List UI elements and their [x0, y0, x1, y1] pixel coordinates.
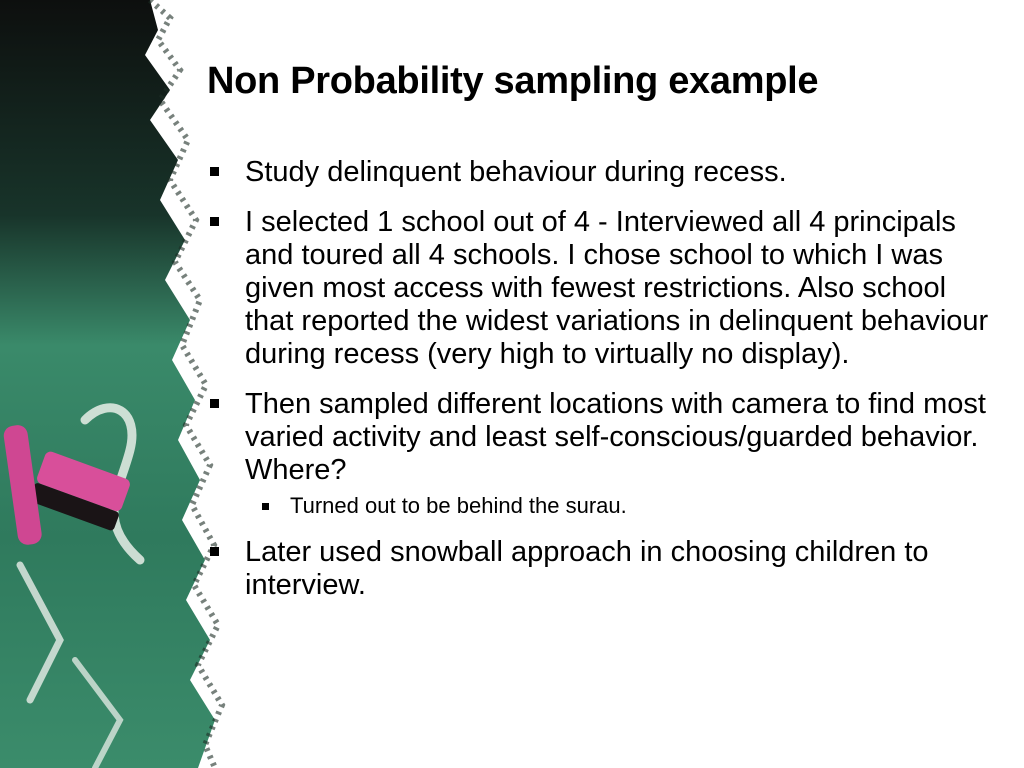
sub-bullet-item: [245, 493, 997, 519]
slide-title: Non Probability sampling example: [207, 60, 819, 102]
square-bullet-icon: [210, 399, 219, 408]
bullet-item: [207, 536, 997, 602]
square-bullet-icon: [210, 167, 219, 176]
chalkboard-edge: [0, 0, 215, 768]
sub-bullet-list: [245, 493, 997, 519]
bullet-item: [207, 388, 997, 519]
bullet-list: [207, 156, 997, 619]
bullet-text: Then sampled different locations with camera to find most varied activity and least self-conscious/guarded behavior. Where?: [245, 388, 986, 486]
sub-bullet-text: Turned out to be behind the surau.: [290, 493, 627, 518]
bullet-text: Later used snowball approach in choosing children to interview.: [245, 536, 929, 601]
bullet-item: [207, 206, 997, 371]
bullet-text: Study delinquent behaviour during recess.: [245, 156, 787, 188]
square-bullet-icon: [210, 547, 219, 556]
square-bullet-icon: [210, 217, 219, 226]
square-bullet-icon: [262, 503, 269, 510]
bullet-text: I selected 1 school out of 4 - Interviewed all 4 principals and toured all 4 schools. I chose school to which I was given most access with fewest restrictions. Also school that reported the widest variations in delinquent behaviour during recess (very high to virtually no display).: [245, 206, 989, 370]
bullet-item: [207, 156, 997, 189]
